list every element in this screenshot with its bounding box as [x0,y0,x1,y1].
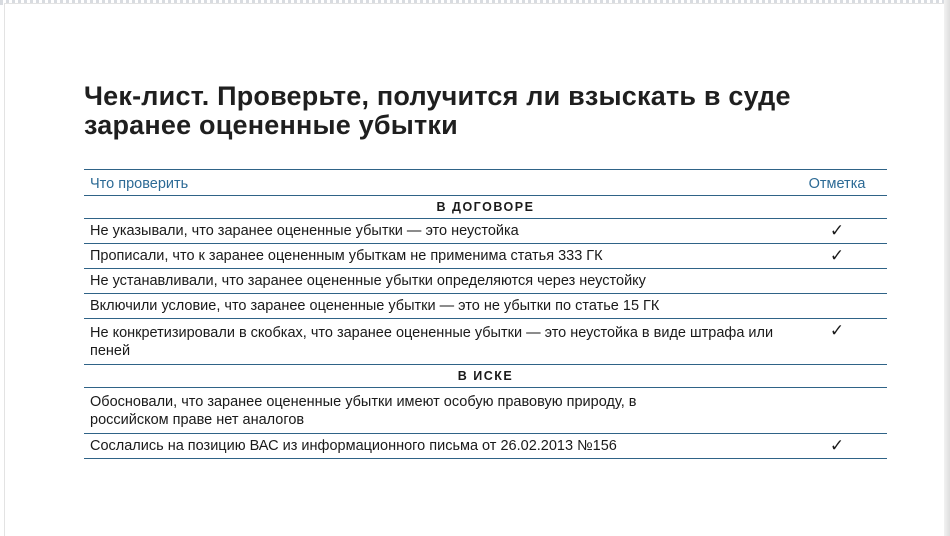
page-title [84,82,844,140]
table-row [84,319,887,365]
table-row [84,434,887,459]
item-text: Сослались на позицию ВАС из информационного письма от 26.02.2013 №156 [84,434,787,459]
checklist-table [84,169,887,459]
checkmark-icon: ✓ [787,319,887,365]
item-text: Не указывали, что заранее оцененные убытки — это неустойка [84,219,787,244]
table-row [84,388,887,434]
checkmark-icon: ✓ [787,244,887,269]
item-text: Обосновали, что заранее оцененные убытки имеют особую правовую природу, в российском праве нет аналогов [84,388,787,434]
item-text: Прописали, что к заранее оцененным убыткам не применима статья 333 ГК [84,244,787,269]
table-row [84,244,887,269]
item-text: Не устанавливали, что заранее оцененные убытки определяются через неустойку [84,269,787,294]
section-title: В ДОГОВОРЕ [84,196,887,219]
title-line-1: Чек-лист. Проверьте, получится ли взыскать в суде [84,81,791,111]
checkmark-icon: ✓ [787,434,887,459]
table-row [84,294,887,319]
section-title: В ИСКЕ [84,365,887,388]
table-header-row [84,170,887,196]
section-row-lawsuit [84,365,887,388]
title-line-2: заранее оцененные убытки [84,110,458,140]
table-row [84,219,887,244]
mark-cell [787,294,887,319]
page-edge [944,0,950,536]
section-row-contract [84,196,887,219]
table-row [84,269,887,294]
header-what-to-check: Что проверить [84,170,787,196]
mark-cell [787,388,887,434]
item-text: Не конкретизировали в скобках, что заранее оцененные убытки — это неустойка в виде штрафа или пеней [84,319,787,365]
mark-cell [787,269,887,294]
checkmark-icon: ✓ [787,219,887,244]
item-text: Включили условие, что заранее оцененные убытки — это не убытки по статье 15 ГК [84,294,787,319]
header-mark: Отметка [787,170,887,196]
